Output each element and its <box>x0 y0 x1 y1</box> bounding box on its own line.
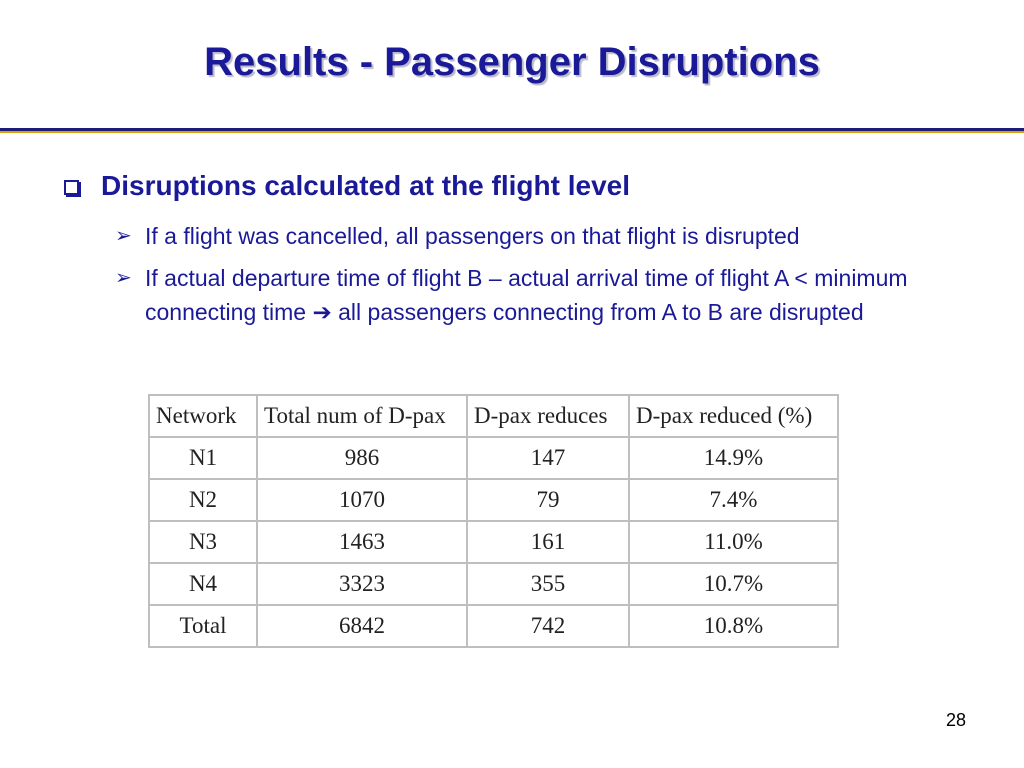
table-cell: 6842 <box>257 605 467 647</box>
header-network: Network <box>149 395 257 437</box>
table-cell: 79 <box>467 479 629 521</box>
sub-bullet-2-text: If actual departure time of flight B – actual arrival time of flight A < minimum connecting time ➔ all passengers connecting from A to B are disrupted <box>145 265 908 325</box>
table-cell: 742 <box>467 605 629 647</box>
table-header-row <box>149 395 838 437</box>
table-cell: N2 <box>149 479 257 521</box>
table-row <box>149 479 838 521</box>
table-cell: Total <box>149 605 257 647</box>
arrow-bullet-icon: ➢ <box>115 225 132 247</box>
table-cell: N3 <box>149 521 257 563</box>
sub-bullet-1-text: If a flight was cancelled, all passengers on that flight is disrupted <box>145 223 800 249</box>
table-row <box>149 521 838 563</box>
header-total-dpax: Total num of D-pax <box>257 395 467 437</box>
table-cell: N1 <box>149 437 257 479</box>
table-row <box>149 437 838 479</box>
table-cell: 14.9% <box>629 437 838 479</box>
table-cell: 3323 <box>257 563 467 605</box>
table-cell: 161 <box>467 521 629 563</box>
table-cell: 1070 <box>257 479 467 521</box>
table-cell: N4 <box>149 563 257 605</box>
table-cell: 1463 <box>257 521 467 563</box>
sub-bullet-2 <box>115 261 975 329</box>
header-dpax-reduces: D-pax reduces <box>467 395 629 437</box>
main-bullet-text: Disruptions calculated at the flight level <box>101 170 630 201</box>
page-number: 28 <box>946 710 967 730</box>
square-bullet-icon <box>64 180 79 195</box>
arrow-bullet-icon: ➢ <box>115 267 132 289</box>
main-bullet <box>64 170 630 202</box>
table-row <box>149 605 838 647</box>
sub-bullet-1 <box>115 219 975 253</box>
table-row <box>149 563 838 605</box>
table-cell: 11.0% <box>629 521 838 563</box>
table-cell: 10.7% <box>629 563 838 605</box>
table-cell: 986 <box>257 437 467 479</box>
table-cell: 355 <box>467 563 629 605</box>
disruption-table <box>148 394 839 648</box>
slide-title: Results - Passenger Disruptions <box>204 40 820 84</box>
header-dpax-reduced-pct: D-pax reduced (%) <box>629 395 838 437</box>
title-divider <box>0 128 1024 133</box>
table-cell: 7.4% <box>629 479 838 521</box>
table-cell: 147 <box>467 437 629 479</box>
table-cell: 10.8% <box>629 605 838 647</box>
